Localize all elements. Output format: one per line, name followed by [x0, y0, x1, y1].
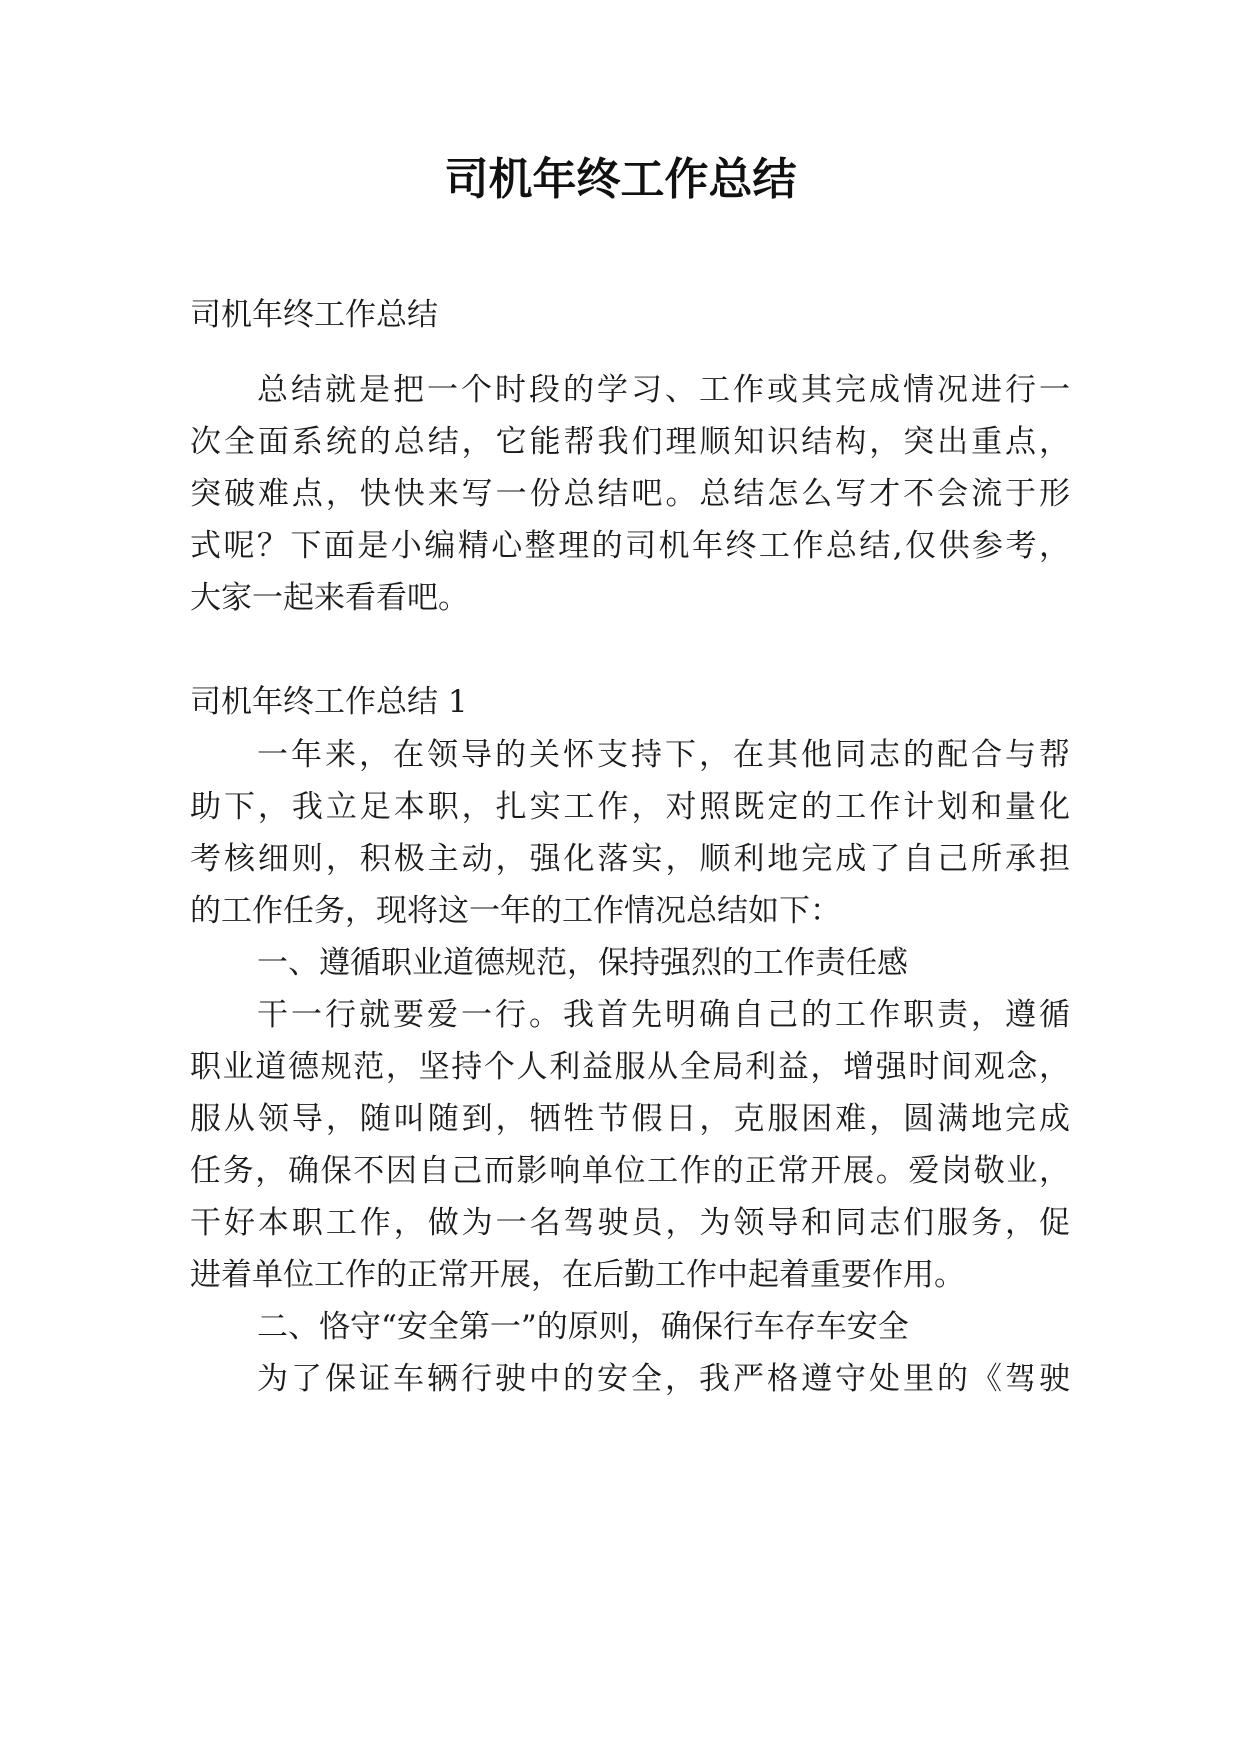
intro-line-1: 总结就是把一个时段的学习、工作或其完成情况进行一	[257, 372, 1070, 408]
para1-line-1: 一年来，在领导的关怀支持下，在其他同志的配合与帮	[257, 737, 1070, 773]
para2-line-4: 任务，确保不因自己而影响单位工作的正常开展。爱岗敬业，	[190, 1153, 1070, 1189]
para1-line-3: 考核细则，积极主动，强化落实，顺利地完成了自己所承担	[190, 841, 1070, 877]
section-title: 司机年终工作总结 1	[190, 684, 468, 720]
intro-line-3: 突破难点，快快来写一份总结吧。总结怎么写才不会流于形	[190, 476, 1070, 512]
para2-line-1: 干一行就要爱一行。我首先明确自己的工作职责，遵循	[257, 997, 1070, 1033]
intro-line-4: 式呢？下面是小编精心整理的司机年终工作总结,仅供参考，	[190, 528, 1070, 564]
para2-line-2: 职业道德规范，坚持个人利益服从全局利益，增强时间观念，	[190, 1049, 1070, 1085]
heading-1: 一、遵循职业道德规范，保持强烈的工作责任感	[257, 945, 908, 981]
para1-line-2: 助下，我立足本职，扎实工作，对照既定的工作计划和量化	[190, 789, 1070, 825]
intro-line-5: 大家一起来看看吧。	[190, 580, 469, 616]
para2-line-3: 服从领导，随叫随到，牺牲节假日，克服困难，圆满地完成	[190, 1101, 1070, 1137]
document-subtitle: 司机年终工作总结	[190, 297, 438, 333]
intro-line-2: 次全面系统的总结，它能帮我们理顺知识结构，突出重点，	[190, 424, 1070, 460]
heading-2: 二、恪守“安全第一”的原则，确保行车存车安全	[257, 1309, 909, 1345]
para1-line-4: 的工作任务，现将这一年的工作情况总结如下：	[190, 893, 841, 929]
para2-line-5: 干好本职工作，做为一名驾驶员，为领导和同志们服务，促	[190, 1205, 1070, 1241]
para3-line-1: 为了保证车辆行驶中的安全，我严格遵守处里的《驾驶	[257, 1361, 1070, 1397]
para2-line-6: 进着单位工作的正常开展，在后勤工作中起着重要作用。	[190, 1257, 965, 1293]
document-title: 司机年终工作总结	[444, 154, 797, 205]
